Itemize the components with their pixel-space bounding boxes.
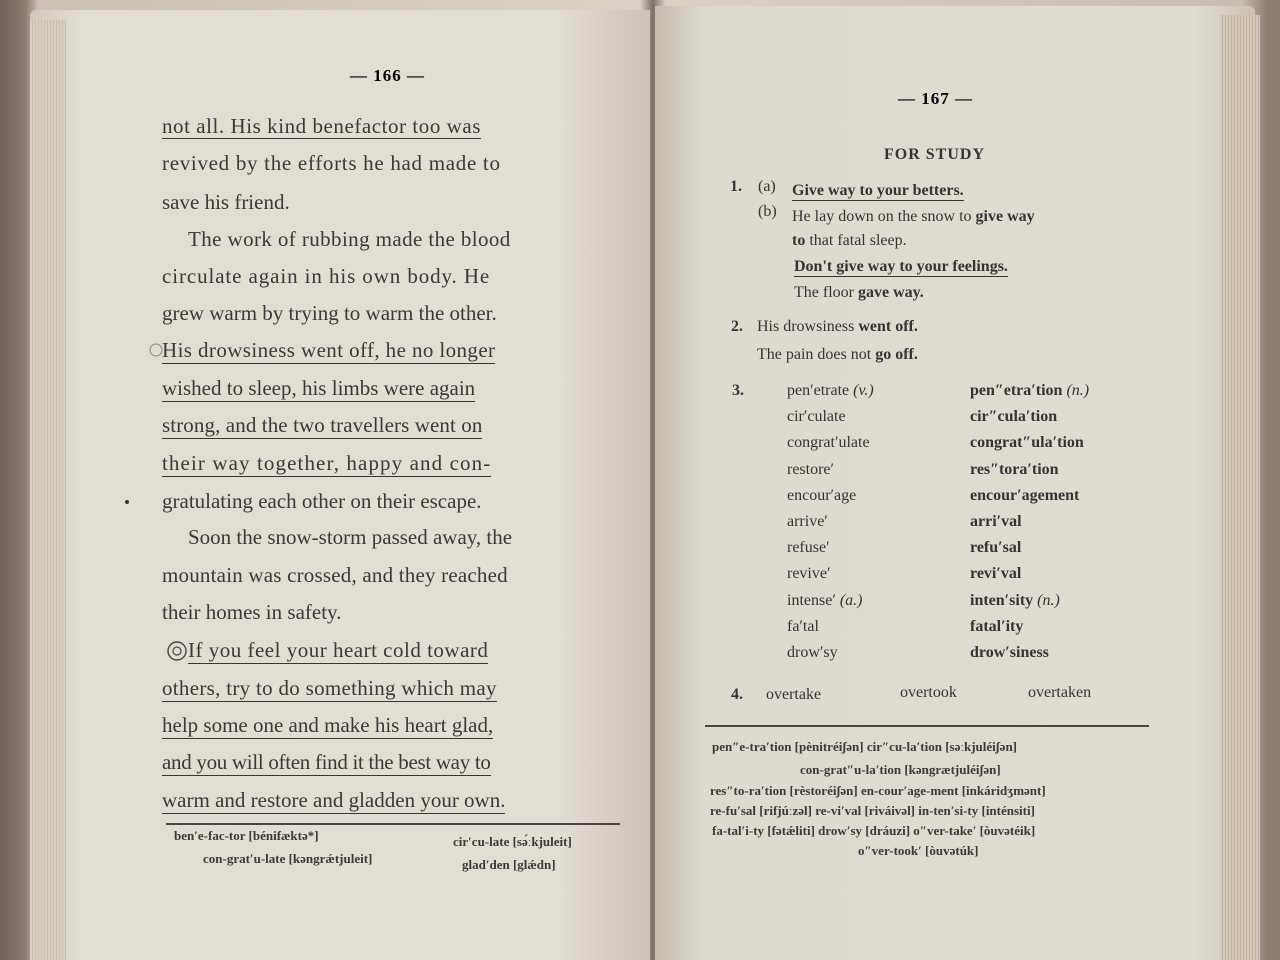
word-derived-form: drow′siness [970, 644, 1049, 661]
text-line: save his friend. [162, 190, 290, 214]
text-line: revived by the efforts he had made to [162, 151, 501, 175]
right-page-number: — 167 — [898, 89, 973, 108]
text-line: mountain was crossed, and they reached [162, 563, 508, 587]
right-page-edges [1220, 15, 1260, 960]
example-sentence: The pain does not go off. [757, 346, 918, 363]
circle-mark-icon [168, 642, 186, 660]
word-base-form: intense′ (a.) [787, 591, 863, 609]
footnote: cir′cu-late [sə́ːkjuleit] [453, 834, 572, 849]
word-base-form: revive′ [787, 565, 831, 583]
footnote: con-grat′u-late [kəngrǽtjuleit] [203, 851, 373, 866]
pronunciation-note: fa-tal′i-ty [fətǽliti] drow′sy [dráuzi] o″ver-take′ [òuvətéik] [712, 823, 1036, 838]
text-line: and you will often find it the best way to [162, 750, 491, 774]
verb-form: overtake [766, 686, 822, 703]
word-derived-form: fatal′ity [970, 617, 1024, 635]
dot-mark-icon [125, 500, 129, 504]
footnote-rule [705, 725, 1149, 727]
word-derived-form: cir″cula′tion [970, 408, 1058, 426]
word-derived-form: pen″etra′tion (n.) [970, 382, 1090, 399]
text-line: warm and restore and gladden your own. [162, 788, 506, 812]
left-page-number: — 166 — [350, 66, 425, 85]
word-base-form: fa′tal [787, 617, 819, 635]
text-line: strong, and the two travellers went on [162, 413, 483, 437]
word-base-form: congrat′ulate [787, 434, 870, 452]
word-derived-form: inten′sity (n.) [970, 591, 1060, 609]
word-derived-form: arri′val [970, 513, 1022, 530]
example-sentence: His drowsiness went off. [757, 318, 918, 335]
text-line: others, try to do something which may [162, 676, 497, 700]
example-sentence: Give way to your betters. [792, 182, 964, 199]
verb-form: overtaken [1028, 684, 1092, 701]
section-heading: FOR STUDY [884, 146, 986, 163]
word-base-form: drow′sy [787, 644, 838, 661]
item-number: 2. [731, 318, 743, 335]
pronunciation-note: con-grat″u-la′tion [kəngrætjuléiʃən] [800, 762, 1001, 777]
text-line: The work of rubbing made the blood [188, 227, 511, 251]
word-derived-form: encour′agement [970, 486, 1080, 504]
item-number: 1. [730, 178, 742, 195]
text-line: their homes in safety. [162, 600, 342, 624]
example-sentence: The floor gave way. [794, 284, 924, 301]
text-line: Soon the snow-storm passed away, the [188, 525, 513, 549]
text-line: If you feel your heart cold toward [188, 638, 489, 662]
footnote: glad′den [glǽdn] [462, 857, 556, 872]
text-line: circulate again in his own body. He [162, 264, 491, 288]
word-derived-form: congrat″ula′tion [970, 434, 1084, 452]
footnote-rule [166, 823, 620, 825]
text-line: wished to sleep, his limbs were again [162, 376, 476, 400]
word-base-form: restore′ [787, 460, 835, 478]
pronunciation-note: res″to-ra′tion [rèstoréiʃən] en-cour′age-ment [inkáridʒmənt] [710, 783, 1046, 798]
word-base-form: refuse′ [787, 539, 830, 557]
text-line: their way together, happy and con- [162, 451, 492, 475]
word-derived-form: res″tora′tion [970, 460, 1059, 478]
word-base-form: pen′etrate (v.) [787, 382, 874, 399]
circle-mark-icon [173, 647, 181, 655]
text-line: His drowsiness went off, he no longer [162, 338, 496, 362]
item-number: 3. [732, 382, 744, 399]
word-derived-form: refu′sal [970, 539, 1022, 557]
pronunciation-note: re-fu′sal [rifjúːzəl] re-vi′val [riváivəl] in-ten′si-ty [inténsiti] [710, 803, 1035, 818]
item-sublabel: (b) [758, 203, 777, 220]
pronunciation-note: pen″e-tra′tion [pènitréiʃən] cir″cu-la′tion [səːkjuléiʃən] [712, 739, 1018, 754]
pronunciation-note: o″ver-took′ [òuvətúk] [858, 843, 979, 858]
text-line: help some one and make his heart glad, [162, 713, 494, 737]
word-base-form: arrive′ [787, 513, 828, 530]
text-line: grew warm by trying to warm the other. [162, 301, 497, 325]
text-line: gratulating each other on their escape. [162, 489, 482, 513]
verb-form: overtook [900, 684, 957, 701]
word-base-form: cir′culate [787, 408, 846, 426]
item-sublabel: (a) [758, 178, 776, 195]
word-base-form: encour′age [787, 486, 857, 504]
footnote: ben′e-fac-tor [bénifæktə*] [174, 828, 319, 843]
word-derived-form: revi′val [970, 565, 1022, 583]
circle-mark-icon [150, 344, 162, 356]
example-sentence: Don't give way to your feelings. [794, 258, 1008, 275]
text-line: not all. His kind benefactor too was [162, 114, 481, 138]
example-sentence: He lay down on the snow to give way [792, 208, 1035, 225]
example-sentence: to that fatal sleep. [792, 232, 907, 249]
item-number: 4. [731, 686, 743, 703]
